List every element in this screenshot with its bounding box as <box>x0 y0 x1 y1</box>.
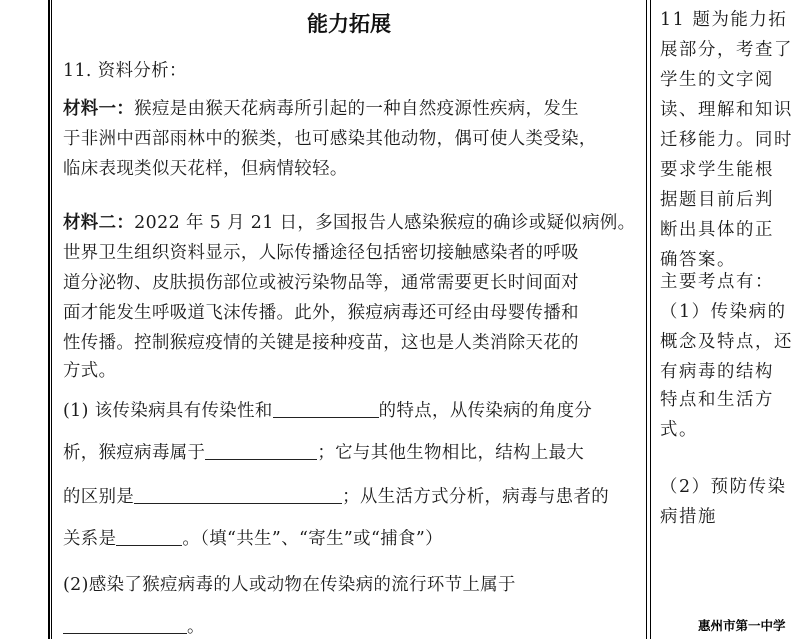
side-note-line: 主要考点有： <box>660 272 774 292</box>
answer-blank[interactable] <box>205 442 317 460</box>
side-note-line: （2）预防传染 <box>660 477 787 497</box>
material-2-label: 材料二： <box>63 213 135 233</box>
side-note-line: 断出具体的正 <box>660 220 774 240</box>
question-intro: 11. 资料分析： <box>63 61 187 81</box>
answer-blank[interactable] <box>134 486 342 504</box>
q1-line-2: 析，猴痘病毒属于 ；它与其他生物相比，结构上最大 <box>63 443 585 463</box>
side-note-line: 病措施 <box>660 507 717 527</box>
side-notes-cell <box>652 0 800 639</box>
answer-blank[interactable] <box>63 616 187 634</box>
side-note-line: 迁移能力。同时 <box>660 130 793 150</box>
side-note-line: 11 题为能力拓 <box>660 10 788 30</box>
side-note-line: 式。 <box>660 420 698 440</box>
section-title: 能力拓展 <box>307 11 391 36</box>
side-note-line: 据题目前后判 <box>660 190 774 210</box>
q1-line-4: 关系是 。（填“共生”、“寄生”或“捕食”） <box>63 529 443 549</box>
material-2-line-3: 道分泌物、皮肤损伤部位或被污染物品等，通常需要更长时间面对 <box>63 273 579 293</box>
side-note-line: 要求学生能根 <box>660 160 774 180</box>
side-note-line: 展部分，考查了 <box>660 40 793 60</box>
school-footer: 惠州市第一中学 <box>698 618 786 633</box>
q1-line-3: 的区别是 ；从生活方式分析，病毒与患者的 <box>63 487 610 507</box>
q2-line-2: 。 <box>63 612 205 637</box>
material-2-line-6: 方式。 <box>63 361 117 381</box>
material-1-label: 材料一： <box>63 99 135 119</box>
table-border-left <box>48 0 50 639</box>
side-note-line: 确答案。 <box>660 250 736 270</box>
table-border-mid-2 <box>650 0 651 639</box>
material-2-line-5: 性传播。控制猴痘疫情的关键是接种疫苗，这也是人类消除天花的 <box>63 333 579 353</box>
material-1-line-1: 材料一：猴痘是由猴天花病毒所引起的一种自然疫源性疾病，发生 <box>63 99 579 119</box>
side-note-line: （1）传染病的 <box>660 302 787 322</box>
table-border-mid <box>646 0 647 639</box>
side-note-line: 概念及特点，还 <box>660 332 793 352</box>
material-2-line-1: 材料二：2022 年 5 月 21 日，多国报告人感染猴痘的确诊或疑似病例。 <box>63 213 636 233</box>
table-border-inner-left <box>51 0 52 639</box>
answer-blank[interactable] <box>273 400 379 418</box>
material-1-line-2: 于非洲中西部雨林中的猴类，也可感染其他动物，偶可使人类受染， <box>63 129 597 149</box>
q2-line-1: (2)感染了猴痘病毒的人或动物在传染病的流行环节上属于 <box>63 575 516 595</box>
q1-line-1: (1) 该传染病具有传染性和 的特点，从传染病的角度分 <box>63 401 593 421</box>
side-note-line: 有病毒的结构 <box>660 362 774 382</box>
answer-blank[interactable] <box>116 528 182 546</box>
side-note-line: 学生的文字阅 <box>660 70 774 90</box>
side-note-line: 读、理解和知识 <box>660 100 793 120</box>
material-2-line-2: 世界卫生组织资料显示，人际传播途径包括密切接触感染者的呼吸 <box>63 243 579 263</box>
main-cell <box>53 0 645 639</box>
side-note-line: 特点和生活方 <box>660 390 774 410</box>
material-2-line-4: 面才能发生呼吸道飞沫传播。此外，猴痘病毒还可经由母婴传播和 <box>63 303 579 323</box>
material-1-line-3: 临床表现类似天花样，但病情较轻。 <box>63 159 348 179</box>
